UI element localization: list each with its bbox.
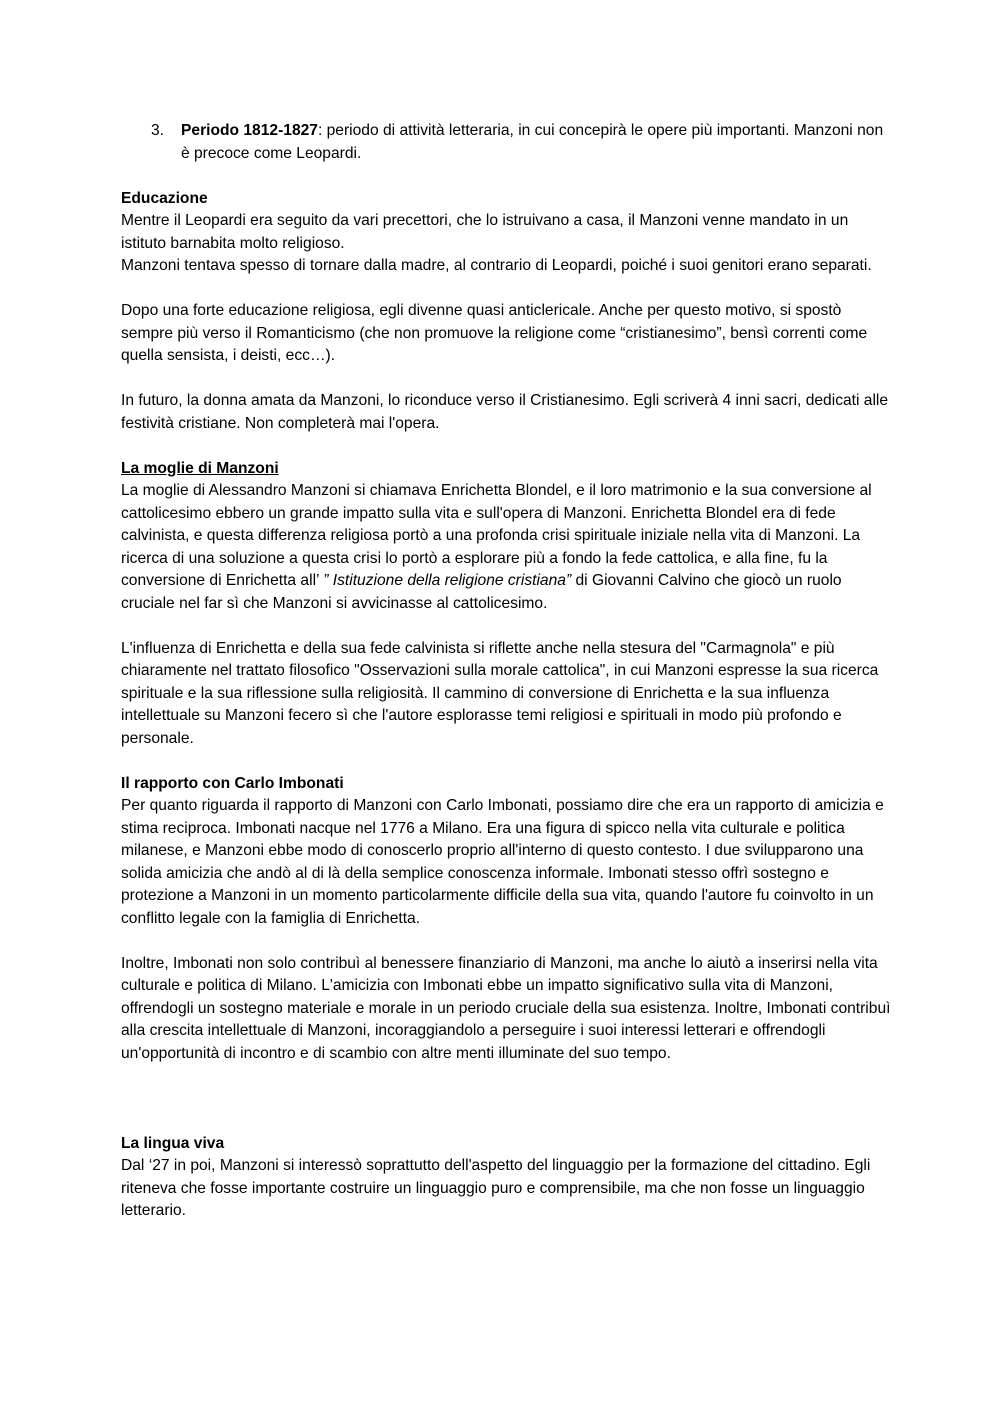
list-item-3 [121, 120, 891, 165]
paragraph-text: di Giovanni Calvino che giocò un ruolo cruciale nel far sì che Manzoni si avvicinasse al cattolicesimo. [121, 572, 842, 612]
spacer [121, 368, 891, 391]
spacer [121, 278, 891, 301]
section-heading-moglie: La moglie di Manzoni [121, 459, 279, 477]
paragraph [121, 480, 891, 615]
spacer [121, 930, 891, 953]
paragraph: Manzoni tentava spesso di tornare dalla madre, al contrario di Leopardi, poiché i suoi genitori erano separati. [121, 257, 872, 274]
spacer [121, 165, 891, 188]
book-title: ” Istituzione della religione cristiana” [323, 572, 572, 589]
section-heading-lingua: La lingua viva [121, 1134, 225, 1152]
list-item-description: : periodo di attività letteraria, in cui concepirà le opere più importanti. Manzoni non è precoce come Leopardi. [181, 122, 884, 162]
paragraph: Inoltre, Imbonati non solo contribuì al benessere finanziario di Manzoni, ma anche lo aiutò a inserirsi nella vita culturale e politica di Milano. L'amicizia con Imbonati ebbe un impatto significativo sulla vita di Manzoni, offrendogli un sostegno materiale e morale in un periodo cruciale della sua esistenza. Inoltre, Imbonati contribuì alla crescita intellettuale di Manzoni, incoraggiandolo a perseguire i suoi interessi letterari e offrendogli un'opportunità di incontro e di scambio con altre menti illuminate del suo tempo. [121, 954, 891, 1062]
spacer [121, 615, 891, 638]
spacer [121, 435, 891, 458]
paragraph: Mentre il Leopardi era seguito da vari precettori, che lo istruivano a casa, il Manzoni venne mandato in un istituto barnabita molto religioso. [121, 212, 849, 252]
list-item-label: Periodo 1812-1827 [181, 122, 318, 139]
paragraph-text: La moglie di Alessandro Manzoni si chiamava Enrichetta Blondel, e il loro matrimonio e la sua conversione al cattolicesimo ebbero un grande impatto sulla vita e sull'opera di Manzoni. Enrichetta Blondel era di fede calvinista, e questa differenza religiosa portò a una profonda crisi spirituale iniziale nella vita di Manzoni. La ricerca di una soluzione a questa crisi lo portò a esplorare più a fondo la fede cattolica, e alla fine, fu la conversione di Enrichetta all’ [121, 482, 872, 589]
paragraph: Dal ‘27 in poi, Manzoni si interessò soprattutto dell'aspetto del linguaggio per la formazione del cittadino. Egli riteneva che fosse importante costruire un linguaggio puro e comprensibile, ma che non fosse un linguaggio letterario. [121, 1157, 871, 1219]
list-number: 3. [151, 122, 165, 139]
paragraph: Dopo una forte educazione religiosa, egli divenne quasi anticlericale. Anche per questo motivo, si spostò sempre più verso il Romanticismo (che non promuove la religione come “cristianesimo”, bensì correnti come quella sensista, i deisti, ecc…). [121, 302, 868, 364]
paragraph: Per quanto riguarda il rapporto di Manzoni con Carlo Imbonati, possiamo dire che era un rapporto di amicizia e stima reciproca. Imbonati nacque nel 1776 a Milano. Era una figura di spicco nella vita culturale e politica milanese, e Manzoni ebbe modo di conoscerlo proprio all'interno di questo contesto. I due svilupparono una solida amicizia che andò al di là della semplice conoscenza informale. Imbonati stesso offrì sostegno e protezione a Manzoni in un momento particolarmente difficile della sua vita, quando l'autore fu coinvolto in un conflitto legale con la famiglia di Enrichetta. [121, 797, 884, 927]
paragraph: L'influenza di Enrichetta e della sua fede calvinista si riflette anche nella stesura del "Carmagnola" e più chiaramente nel trattato filosofico "Osservazioni sulla morale cattolica", in cui Manzoni espresse la sua ricerca spirituale e la sua riflessione sulla religiosità. Il cammino di conversione di Enrichetta e la sua influenza intellettuale su Manzoni fecero sì che l'autore esplorasse temi religiosi e spirituali in modo più profondo e personale. [121, 639, 879, 747]
document-page [121, 120, 891, 1223]
paragraph: In futuro, la donna amata da Manzoni, lo riconduce verso il Cristianesimo. Egli scriverà 4 inni sacri, dedicati alle festività cristiane. Non completerà mai l'opera. [121, 392, 889, 432]
section-heading-educazione: Educazione [121, 189, 208, 207]
list-item-text [181, 120, 891, 165]
section-heading-imbonati: Il rapporto con Carlo Imbonati [121, 774, 344, 792]
spacer [121, 750, 891, 773]
spacer [121, 1065, 891, 1133]
